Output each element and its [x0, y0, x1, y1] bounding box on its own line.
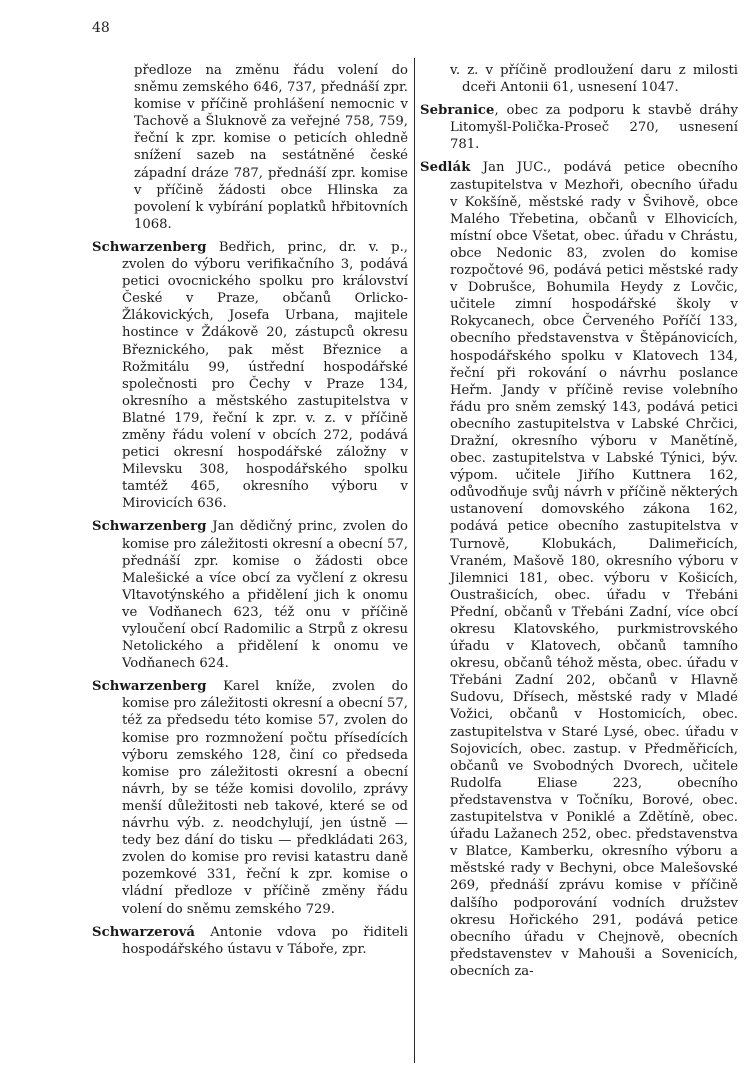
page-number: 48 — [92, 20, 110, 36]
left-column — [92, 62, 408, 964]
entry-heading: Sedlák — [420, 160, 471, 176]
entry-text: Jan JUC., podává petice obecního zastupitelstva v Mezhoři, obecního úřadu v Kokšíně, městské rady v Švihově, obce Malého Třebetina, občanů v Elhovicích, místní obce Všetat, obec. úřadu v Chrástu, obce Nedonic 83, zvolen do komise rozpočtové 96, podává petici městské rady v Dobrušce, Bohumila Heydy z Lovčic, učitele zimní hospodářské školy v Rokycanech, obce Červeného Poříčí 133, obecního představenstva v Štěpánovicích, hospodářského spolku v Klatovech 134, řeční při rokování o návrhu poslance Heřm. Jandy v příčině revise volebního řádu pro sněm zemský 143, podává petici obecního zastupitelstva v Labské Chrčici, Dražní, okresního výboru v Manětíně, obec. zastupitelstva v Labské Týnici, býv. výpom. učitele Jiřího Kuttnera 162, odůvodňuje svůj návrh v příčině některých ustanovení domovského zákona 162, podává petice obecního zastupitelstva v Turnově, Klobukách, Dalimeřicích, Vraném, Mašově 180, okresního výboru v Jilemnici 181, obec. výboru v Košicích, Oustrašicích, obec. úřadu v Třebáni Přední, občanů v Třebáni Zadní, více obcí okresu Klatovského, purkmistrovského úřadu v Klatovech, občanů tamního okresu, občanů téhož města, obec. úřadu v Třebáni Zadní 202, občanů v Hlavně Sudovu, Dřísech, městské rady v Mladé Vožici, občanů v Hostomicích, obec. zastupitelstva v Staré Lysé, obec. úřadu v Sojovicích, obec. zastup. v Předměřicích, občanů ve Svobodných Dvorech, učitele Rudolfa Eliase 223, obecního představenstva v Točníku, Borové, obec. zastupitelstva v Poniklé a Zdětíně, obec. úřadu Lažanech 252, obec. představenstva v Blatce, Kamberku, okresního výboru a městské rady v Bechyni, obce Malešovské 269, přednáší zprávu komise v příčině dalšího podporování vodních družstev okresu Hořického 291, podává petice obecního úřadu v Chejnově, obecních představenstev v Mahouši a Sovenicích, obecních za- — [450, 160, 738, 979]
index-entry — [420, 159, 738, 980]
entry-heading: Schwarzerová — [92, 924, 196, 940]
entry-heading: Schwarzenberg — [92, 679, 207, 695]
entry-heading: Schwarzenberg — [92, 519, 207, 535]
index-entry — [92, 678, 408, 917]
entry-text: Karel kníže, zvolen do komise pro záležitosti okresní a obecní 57, též za předsedu této komise 57, zvolen do komise pro rozmnožení počtu přísedících výboru zemského 128, činí co předseda komise pro záležitosti okresní a obecní návrh, by se téže komisi dovolilo, zprávy menší důležitosti neb takové, které se od návrhu výb. z. neodchylují, jen ústně — tedy bez dání do tisku — předkládati 263, zvolen do komise pro revisi katastru daně pozemkové 331, řeční k zpr. komise o vládní předloze v příčině změny řádu volení do sněmu zemského 729. — [122, 679, 408, 917]
entry-text: Bedřich, princ, dr. v. p., zvolen do výboru verifikačního 3, podává petici ovocnického spolku pro království České v Praze, občanů Orlicko-Žlákovických, Josefa Urbana, majitele hostince v Ždákově 20, zástupců okresu Březnického, pak měst Březnice a Rožmitálu 99, ústřední hospodářské společnosti pro Čechy v Praze 134, okresního a městského zastupitelstva v Blatné 179, řeční k zpr. v. z. v příčině změny řádu volení v obcích 272, podává petici okresní hospodářské záložny v Milevsku 308, hospodářského spolku tamtéž 465, okresního výboru v Mirovicích 636. — [122, 239, 408, 512]
entry-text: v. z. v příčině prodloužení daru z milosti dceři Antonii 61, usnesení 1047. — [450, 63, 738, 96]
index-entry — [92, 239, 408, 513]
index-entry — [92, 62, 408, 233]
column-divider — [414, 58, 415, 1063]
index-entry — [92, 924, 408, 958]
index-entry — [420, 102, 738, 153]
index-entry — [420, 62, 738, 96]
entry-text: Jan dědičný princ, zvolen do komise pro záležitosti okresní a obecní 57, přednáší zpr. komise o žádosti obce Malešické a více obcí za vyčlení z okresu Vltavotýnského a přidělení jich k onomu ve Vodňanech 623, též onu v příčině vyloučení obcí Radomilic a Strpů z okresu Netolického a přidělení k onomu ve Vodňanech 624. — [122, 519, 408, 672]
entry-text: Antonie vdova po řiditeli hospodářského ústavu v Táboře, zpr. — [122, 924, 408, 957]
entry-heading: Sebranice — [420, 103, 495, 119]
index-entry — [92, 518, 408, 672]
entry-text: , obec za podporu k stavbě dráhy Litomyšl-Polička-Proseč 270, usnesení 781. — [450, 103, 738, 153]
entry-text: předloze na změnu řádu volení do sněmu zemského 646, 737, přednáší zpr. komise v příčině prohlášení nemocnic v Tachově a Šluknově za veřejné 758, 759, řeční k zpr. komise o peticích ohledně snížení sazeb na sestátněné české západní dráze 787, přednáší zpr. komise v příčině žádosti obce Hlinska za povolení k vybírání poplatků hřbitovních 1068. — [134, 63, 408, 232]
entry-heading: Schwarzenberg — [92, 239, 207, 255]
right-column — [420, 62, 738, 986]
